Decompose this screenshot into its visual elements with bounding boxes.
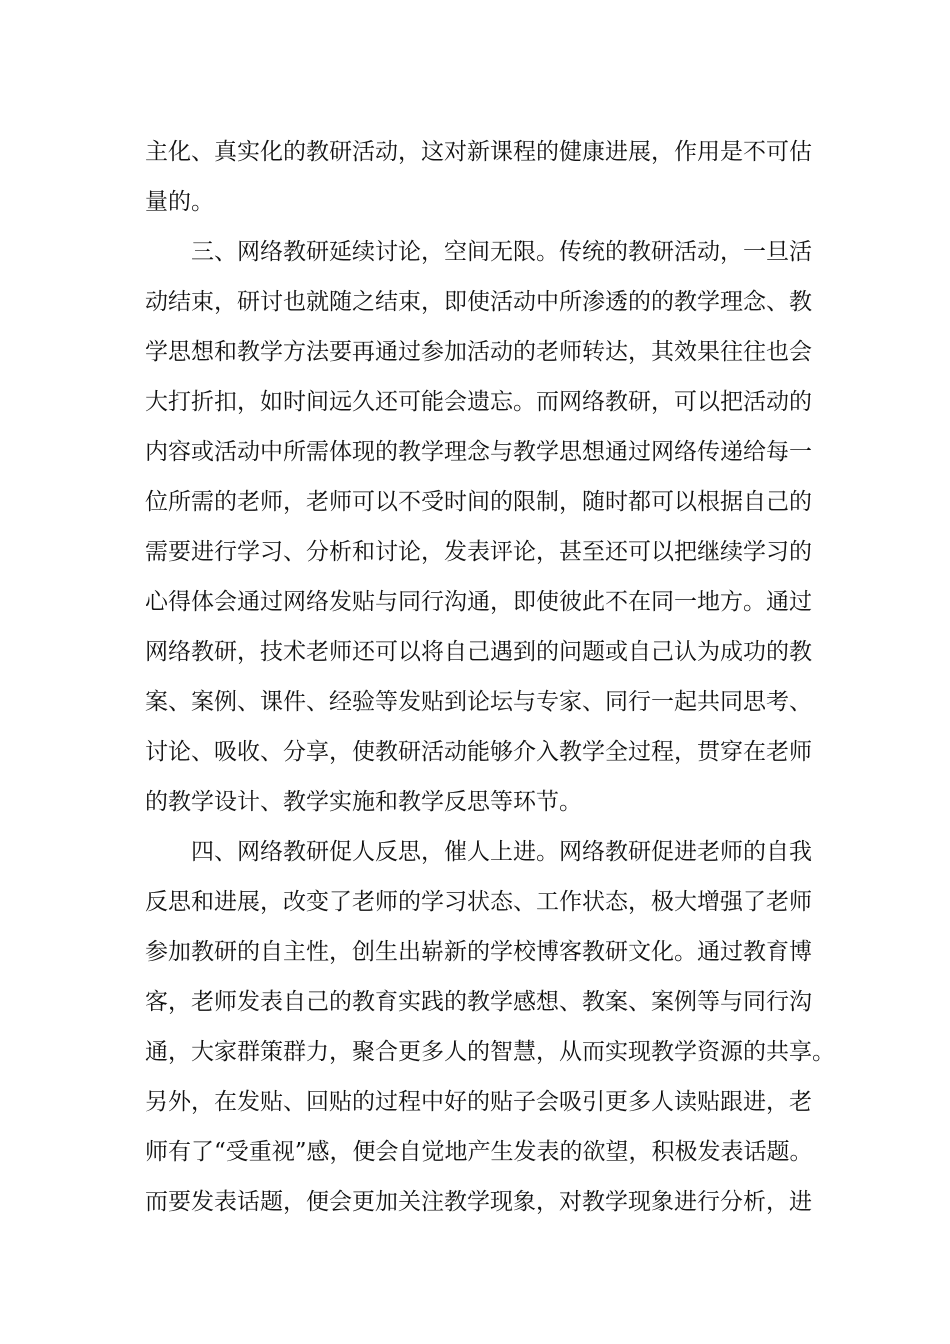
text-line: 内容或活动中所需体现的教学理念与教学思想通过网络传递给每一 (145, 439, 812, 465)
text-line: 的教学设计、教学实施和教学反思等环节。 (145, 789, 582, 815)
section-three-first-line: 三、网络教研延续讨论，空间无限。传统的教研活动，一旦活 (191, 239, 812, 265)
body-text (145, 127, 835, 1227)
text-line: 参加教研的自主性，创生出崭新的学校博客教研文化。通过教育博 (145, 939, 812, 965)
text-line: 位所需的老师，老师可以不受时间的限制，随时都可以根据自己的 (145, 489, 812, 515)
text-line: 学思想和教学方法要再通过参加活动的老师转达，其效果往往也会 (145, 339, 812, 365)
text-line: 反思和进展，改变了老师的学习状态、工作状态，极大增强了老师 (145, 889, 812, 915)
text-line: 心得体会通过网络发贴与同行沟通，即使彼此不在同一地方。通过 (145, 589, 812, 615)
text-line: 通，大家群策群力，聚合更多人的智慧，从而实现教学资源的共享。 (145, 1039, 835, 1065)
text-line: 量的。 (145, 189, 214, 215)
text-line: 而要发表话题，便会更加关注教学现象，对教学现象进行分析，进 (145, 1189, 812, 1215)
text-line: 案、案例、课件、经验等发贴到论坛与专家、同行一起共同思考、 (145, 689, 812, 715)
text-line: 另外，在发贴、回贴的过程中好的贴子会吸引更多人读贴跟进，老 (145, 1089, 812, 1115)
text-line: 需要进行学习、分析和讨论，发表评论，甚至还可以把继续学习的 (145, 539, 812, 565)
text-line: 客，老师发表自己的教育实践的教学感想、教案、案例等与同行沟 (145, 989, 812, 1015)
text-line: 动结束，研讨也就随之结束，即使活动中所渗透的的教学理念、教 (145, 289, 812, 315)
text-line: 网络教研，技术老师还可以将自己遇到的问题或自己认为成功的教 (145, 639, 812, 665)
text-line: 讨论、吸收、分享，使教研活动能够介入教学全过程，贯穿在老师 (145, 739, 812, 765)
text-line: 大打折扣，如时间远久还可能会遗忘。而网络教研，可以把活动的 (145, 389, 812, 415)
text-line: 师有了“受重视”感，便会自觉地产生发表的欲望，积极发表话题。 (145, 1139, 813, 1165)
section-four-first-line: 四、网络教研促人反思，催人上进。网络教研促进老师的自我 (191, 839, 812, 865)
text-line: 主化、真实化的教研活动，这对新课程的健康进展，作用是不可估 (145, 139, 812, 165)
